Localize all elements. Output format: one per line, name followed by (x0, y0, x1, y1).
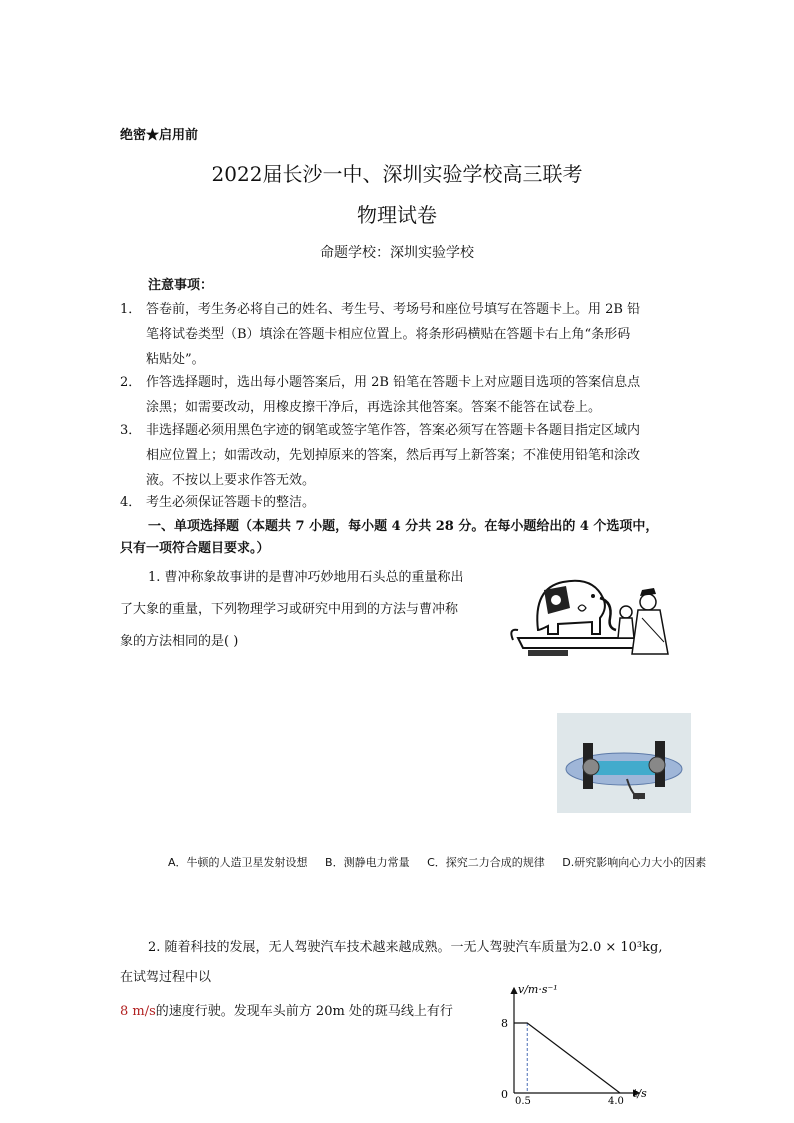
notice-text: 笔将试卷类型（B）填涂在答题卡相应位置上。将条形码横贴在答题卡右上角“条形码 (146, 327, 631, 342)
notice-item-3 (120, 418, 680, 493)
notice-item-2 (120, 370, 680, 420)
notice-text: 粘贴处”。 (146, 352, 205, 367)
notice-item-4 (120, 490, 680, 515)
x-axis-label: t/s (633, 1087, 647, 1100)
vt-graph (494, 980, 654, 1105)
question-2-line-2: 在试驾过程中以 (120, 970, 212, 985)
y-axis-label: v/m·s⁻¹ (518, 983, 558, 996)
velocity-series-line (514, 1023, 620, 1093)
section-line: 只有一项符合题目要求。） (120, 541, 270, 556)
notice-text: 考生必须保证答题卡的整洁。 (146, 495, 316, 510)
x-tick-label: 0.5 (515, 1096, 531, 1105)
apparatus-photo (557, 713, 691, 813)
secret-label: 绝密★启用前 (120, 128, 199, 143)
notice-heading: 注意事项： (148, 278, 214, 293)
elephant-illustration (508, 568, 674, 660)
option-d[interactable]: D.研究影响向心力大小的因素 (562, 856, 707, 869)
notice-text: 非选择题必须用黑色字迹的钢笔或签字笔作答，答案必须写在答题卡各题目指定区域内 (146, 423, 641, 438)
notice-number: 1． (120, 302, 142, 317)
notice-text: 作答选择题时，选出每小题答案后，用 2B 铅笔在答题卡上对应题目选项的答案信息点 (146, 375, 641, 390)
question-2-line-1 (120, 938, 680, 958)
origin-label: 0 (501, 1088, 508, 1101)
option-c[interactable]: C．探究二力合成的规律 (427, 856, 545, 869)
x-tick-label: 4.0 (608, 1096, 624, 1105)
y-tick-label: 8 (501, 1017, 508, 1030)
section-heading (120, 516, 680, 560)
notice-number: 3． (120, 423, 142, 438)
mass-value: 2.0 × 10³kg, (580, 940, 663, 955)
question-1-options (168, 854, 720, 870)
question-line: 1. 曹冲称象故事讲的是曹冲巧妙地用石头总的重量称出 (148, 570, 464, 585)
option-b[interactable]: B．测静电力常量 (325, 856, 410, 869)
question-line: 2. 随着科技的发展，无人驾驶汽车技术越来越成熟。一无人驾驶汽车质量为 (148, 940, 581, 955)
option-a[interactable]: A．牛顿的人造卫星发射设想 (168, 856, 308, 869)
notice-text: 液。不按以上要求作答无效。 (146, 473, 316, 488)
section-line: 一、单项选择题（本题共 7 小题，每小题 4 分共 28 分。在每小题给出的 4 个选项中， (148, 519, 659, 534)
notice-number: 4． (120, 495, 142, 510)
exam-subject: 物理试卷 (357, 203, 437, 227)
question-1 (120, 562, 505, 658)
speed-value: 8 m/s (120, 1004, 156, 1019)
notice-text: 相应位置上；如需改动，先划掉原来的答案，然后再写上新答案；不准使用铅笔和涂改 (146, 448, 641, 463)
notice-text: 答卷前，考生务必将自己的姓名、考生号、考场号和座位号填写在答题卡上。用 2B 铅 (146, 302, 641, 317)
notice-text: 涂黑；如需要改动，用橡皮擦干净后，再选涂其他答案。答案不能答在试卷上。 (146, 400, 602, 415)
setter-school: 命题学校：深圳实验学校 (320, 245, 474, 261)
question-line: 了大象的重量，下列物理学习或研究中用到的方法与曹冲称 (120, 602, 459, 617)
exam-title: 2022届长沙一中、深圳实验学校高三联考 (211, 162, 583, 186)
notice-number: 2． (120, 375, 142, 390)
question-line: 的速度行驶。发现车头前方 20m 处的斑马线上有行 (155, 1004, 453, 1019)
question-line: 象的方法相同的是( ) (120, 634, 239, 649)
notice-item-1 (120, 297, 680, 372)
